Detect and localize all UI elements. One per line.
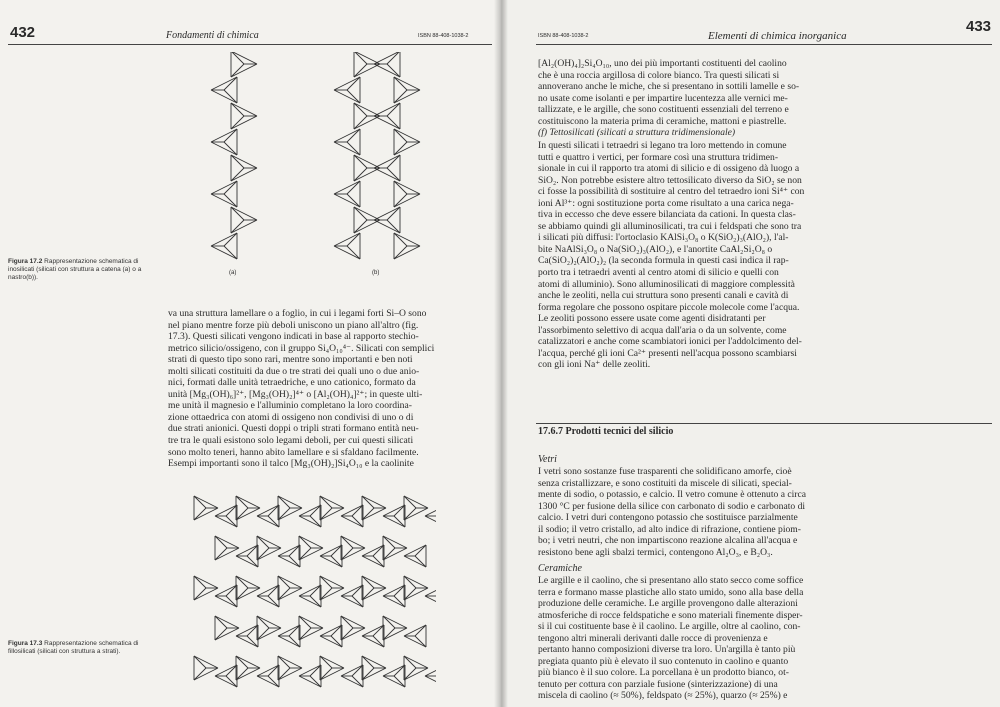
text-line: sionale in cui il rapporto tra atomi di silicio e di ossigeno dà luogo a	[538, 163, 800, 175]
text-line: no usate come isolanti e per impartire lucentezza alle vernici me-	[538, 92, 788, 104]
book-gutter	[494, 0, 508, 707]
text-line: calcio. I vetri duri contengono potassio che sostituisce parzialmente	[538, 512, 798, 524]
header-rule	[8, 44, 492, 45]
text-line: annoverano anche le miche, che si presentano in sottili lamelle e so-	[538, 81, 800, 93]
left-body-text	[168, 308, 474, 470]
text-line: metrico silicio/ossigeno, con il gruppo Si₄O₁₀⁴⁻. Silicati con semplici	[168, 342, 435, 354]
text-line: i silicati più diffusi: l'ortoclasio KAlSi₃O₈ o K(SiO₂)₃(AlO₂), l'al-	[538, 232, 789, 244]
tettosilicati-heading: (f) Tettosilicati (silicati a struttura tridimensionale)	[538, 127, 736, 138]
page-number: 433	[966, 18, 992, 35]
text-line: produzione delle ceramiche. Le argille provengono dalle alterazioni	[538, 598, 798, 610]
caption-label: Figura 17.2	[8, 258, 43, 265]
figure-17-2-caption	[8, 258, 158, 282]
text-line: più bianco è il suo colore. La porcellana è un prodotto bianco, ot-	[538, 667, 789, 679]
text-line: Le zeoliti possono essere usate come agenti disidratanti per	[538, 313, 766, 325]
header-rule	[536, 44, 992, 45]
text-line: due strati anionici. Questi doppi o tripli strati formano entità neu-	[168, 423, 419, 435]
vetri-paragraph	[538, 466, 976, 558]
text-line: tengono altri minerali derivanti dalle rocce di provenienza e	[538, 632, 768, 644]
text-line: bite NaAlSi₃O₈ o Na(SiO₂)₃(AlO₂), e l'anortite CaAl₂Si₂O₈ o	[538, 243, 773, 255]
text-line: nici, formati dalle unità tetraedriche, e uno cationico, formato da	[168, 377, 416, 389]
figure-17-2-label-b: (b)	[372, 270, 380, 276]
text-line: se abbiamo quindi gli alluminosilicati, tra cui i feldspati che sono tra	[538, 220, 802, 232]
right-paragraph-2	[538, 140, 976, 371]
text-line: Esempi importanti sono il talco [Mg₃(OH)₂]Si₄O₁₀ e la caolinite	[168, 458, 414, 470]
right-paragraph-1	[538, 58, 976, 127]
running-head: Elementi di chimica inorganica	[708, 30, 847, 42]
section-rule	[536, 423, 992, 424]
text-line: l'assorbimento selettivo di acqua dall'aria o da un solvente, come	[538, 324, 787, 336]
text-line: catalizzatori e anche come scambiatori ionici per l'addolcimento del-	[538, 336, 802, 348]
ceramiche-paragraph	[538, 575, 976, 702]
text-line: strati di questo tipo sono rari, mentre sono importanti e ben noti	[168, 354, 413, 366]
text-line: si il cui costituente base è il caolino. Le argille, oltre al caolino, con-	[538, 621, 801, 633]
text-line: bo; i vetri neutri, che non impartiscono reazione alcalina all'acqua e	[538, 535, 798, 547]
text-line: I vetri sono sostanze fuse trasparenti che solidificano amorfe, cioè	[538, 466, 792, 477]
text-line: 17.3). Questi silicati vengono indicati in base al rapporto stechio-	[168, 331, 419, 343]
isbn: ISBN 88-408-1038-2	[538, 33, 589, 39]
text-line: senza cristallizzare, e sono costituiti da miscele di silicati, special-	[538, 477, 792, 489]
ceramiche-heading: Ceramiche	[538, 563, 582, 574]
figure-17-2-label-a: (a)	[229, 270, 237, 276]
text-line: ioni Al³⁺: ogni sostituzione porta come risultato a una carica nega-	[538, 197, 794, 209]
text-line: tiva in eccesso che deve essere bilanciata da cationi. In questa clas-	[538, 209, 796, 221]
text-line: il sodio; il vetro cristallo, ad alto indice di rifrazione, contiene piom-	[538, 523, 801, 535]
right-page	[500, 0, 1000, 707]
caption-label: Figura 17.3	[8, 640, 43, 647]
text-line: tutti e quattro i vertici, per formare così una struttura tridimen-	[538, 151, 779, 163]
text-line: tallizzate, e le argille, che sono costituenti essenziali del terreno e	[538, 104, 789, 116]
text-line: ci fosse la possibilità di sostituire al centro del tetraedro ioni Si⁴⁺ con	[538, 186, 805, 198]
text-line: zione ottaedrica con atomi di ossigeno non condivisi di uno o di	[168, 411, 414, 423]
text-line: tenuto per cottura con parziale fusione (sinterizzazione) di una	[538, 678, 778, 690]
text-line: In questi silicati i tetraedri si legano tra loro mettendo in comune	[538, 140, 787, 151]
isbn: ISBN 88-408-1038-2	[418, 33, 469, 39]
text-line: mente di sodio, o potassio, e calcio. Il vetro comune è ottenuto a circa	[538, 489, 807, 501]
figure-17-2-chain-b	[332, 52, 422, 262]
text-line: anche le zeoliti, nella cui struttura sono presenti canali e cavità di	[538, 290, 789, 302]
text-line: pregiata quanto più è elevato il suo contenuto in caolino e quanto	[538, 655, 789, 667]
text-line: atomi di alluminio). Sono alluminosilicati di maggiore complessità	[538, 278, 795, 290]
text-line: atmosferiche di rocce feldspatiche e sono materiali finemente disper-	[538, 609, 803, 621]
text-line: resistono bene agli sbalzi termici, contengono Al₂O₃, e B₂O₃.	[538, 546, 773, 558]
figure-17-2-chain-a	[196, 52, 272, 262]
text-line: [Al₂(OH)₄]₂Si₄O₁₀, uno dei più importanti costituenti del caolino	[538, 58, 787, 69]
figure-17-3-caption	[8, 640, 158, 656]
section-heading: 17.6.7 Prodotti tecnici del silicio	[538, 426, 674, 437]
text-line: Le argille e il caolino, che si presentano allo stato secco come soffice	[538, 575, 804, 586]
text-line: miscela di caolino (≈ 50%), feldspato (≈ 25%), quarzo (≈ 25%) e	[538, 690, 788, 702]
caption-text: Rappresentazione schematica di inosilicati (silicati con struttura a catena (a) o a nastro(b)).	[8, 258, 142, 281]
text-line: molti silicati costituiti da due o tre strati dei quali uno o due anio-	[168, 365, 420, 377]
text-line: l'acqua, perché gli ioni Ca²⁺ presenti nell'acqua possono scambiarsi	[538, 347, 797, 359]
text-line: porto tra i tetraedri aventi al centro atomi di silicio e quelli con	[538, 267, 779, 279]
caption-text: Rappresentazione schematica di fillosilicati (silicati con struttura a strati).	[8, 640, 139, 655]
text-line: unità [Mg₃(OH)₆]²⁺, [Mg₃(OH)₂]⁴⁺ o [Al₂(OH)₄]²⁺; in queste ulti-	[168, 388, 423, 400]
text-line: costituiscono la materia prima di ceramiche, mattoni e piastrelle.	[538, 115, 787, 127]
running-head: Fondamenti di chimica	[166, 30, 259, 41]
text-line: che è una roccia argillosa di colore bianco. Tra questi silicati si	[538, 69, 780, 81]
text-line: tre tra le quali esistono solo legami deboli, per cui questi silicati	[168, 435, 414, 447]
text-line: nel piano mentre forze più deboli uniscono un piano all'altro (fig.	[168, 319, 419, 331]
text-line: 1300 °C per fusione della silice con carbonato di sodio e carbonato di	[538, 500, 806, 512]
text-line: SiO₂. Non potrebbe esistere altro tettosilicato diverso da SiO₂ se non	[538, 174, 802, 186]
vetri-heading: Vetri	[538, 454, 557, 465]
text-line: terra e formano masse plastiche allo stato umido, sono alla base della	[538, 586, 804, 598]
text-line: me unità il magnesio e l'alluminio completano la loro coordina-	[168, 400, 412, 412]
text-line: Ca(SiO₂)₂(AlO₂)₂ (la seconda formula in questi casi indica il rap-	[538, 255, 789, 267]
text-line: pertanto hanno composizioni diverse tra loro. Un'argilla è tanto più	[538, 644, 796, 656]
text-line: va una struttura lamellare o a foglio, in cui i legami forti Si–O sono	[168, 308, 427, 319]
text-line: sono molto teneri, hanno abito lamellare e si sfaldano facilmente.	[168, 446, 419, 458]
figure-17-3-sheet	[186, 490, 436, 700]
text-line: con gli ioni Na⁺ delle zeoliti.	[538, 359, 651, 371]
page-number: 432	[10, 24, 36, 41]
text-line: forma regolare che possono ospitare piccole molecole come l'acqua.	[538, 301, 800, 313]
